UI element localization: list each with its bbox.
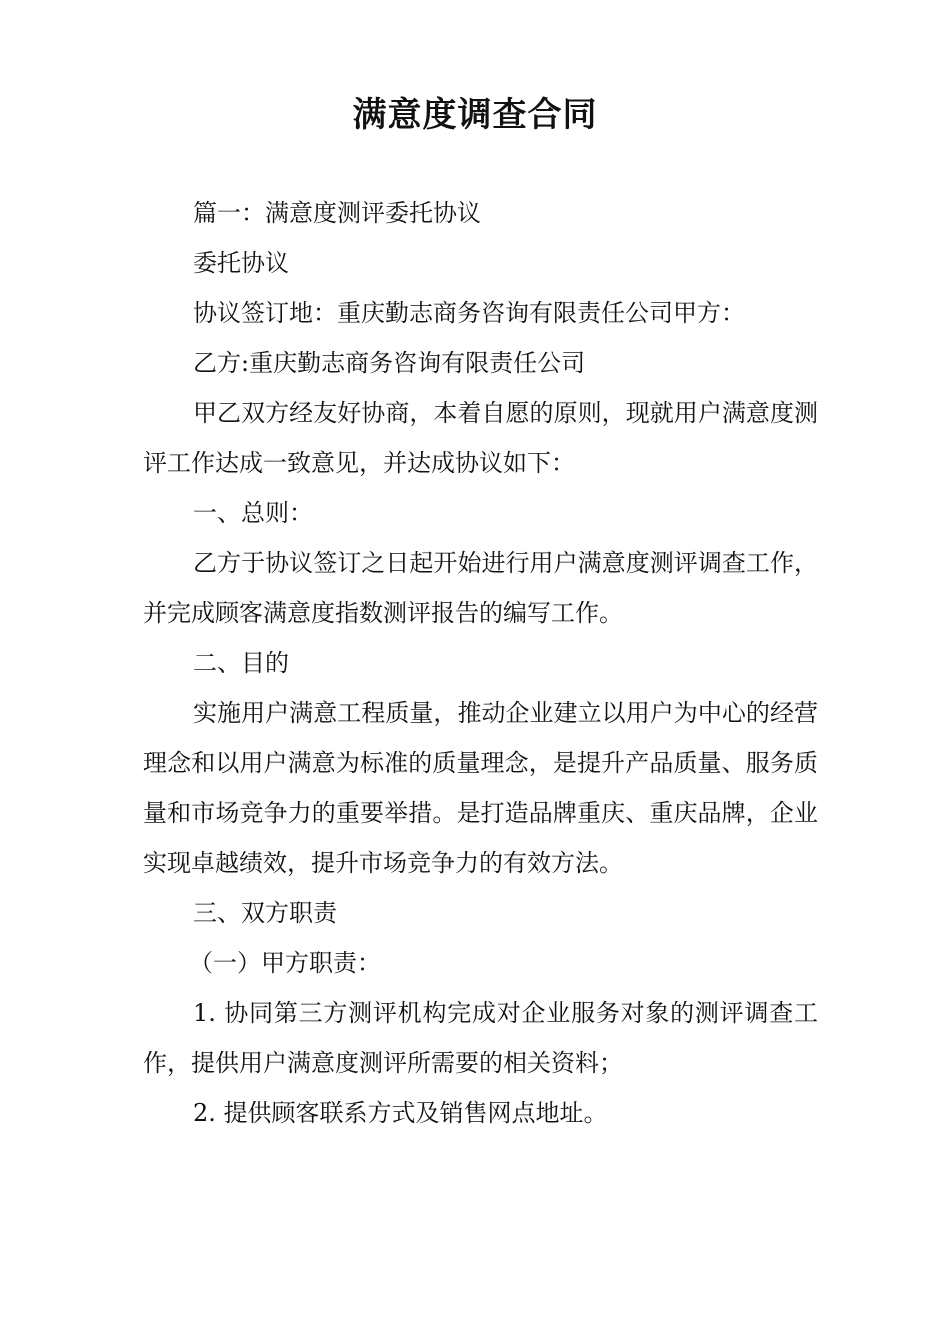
general-paragraph: 乙方于协议签订之日起开始进行用户满意度测评调查工作，并完成顾客满意度指数测评报告的编写工作。 — [143, 549, 818, 627]
party-b-line: 乙方:重庆勤志商务咨询有限责任公司 — [193, 349, 586, 377]
clause-heading-general: 一、总则： — [193, 499, 313, 527]
preamble-paragraph: 甲乙双方经友好协商，本着自愿的原则，现就用户满意度测评工作达成一致意见，并达成协议如下： — [143, 399, 818, 477]
document-body — [143, 188, 818, 1138]
responsibility-item-1: 1. 协同第三方测评机构完成对企业服务对象的测评调查工作，提供用户满意度测评所需要的相关资料； — [143, 999, 818, 1077]
section-heading-part-one: 篇一：满意度测评委托协议 — [193, 199, 481, 227]
responsibility-item-2: 2. 提供顾客联系方式及销售网点地址。 — [193, 1099, 608, 1127]
purpose-paragraph: 实施用户满意工程质量，推动企业建立以用户为中心的经营理念和以用户满意为标准的质量理念，是提升产品质量、服务质量和市场竞争力的重要举措。是打造品牌重庆、重庆品牌，企业实现卓越绩效，提升市场竞争力的有效方法。 — [143, 699, 818, 877]
clause-heading-responsibilities: 三、双方职责 — [193, 899, 337, 927]
clause-heading-purpose: 二、目的 — [193, 649, 289, 677]
document-title: 满意度调查合同 — [352, 95, 598, 135]
subheading-party-a-responsibilities: （一）甲方职责： — [189, 949, 381, 977]
subheading-agreement: 委托协议 — [193, 249, 289, 277]
signing-location-line: 协议签订地：重庆勤志商务咨询有限责任公司甲方： — [193, 299, 745, 327]
